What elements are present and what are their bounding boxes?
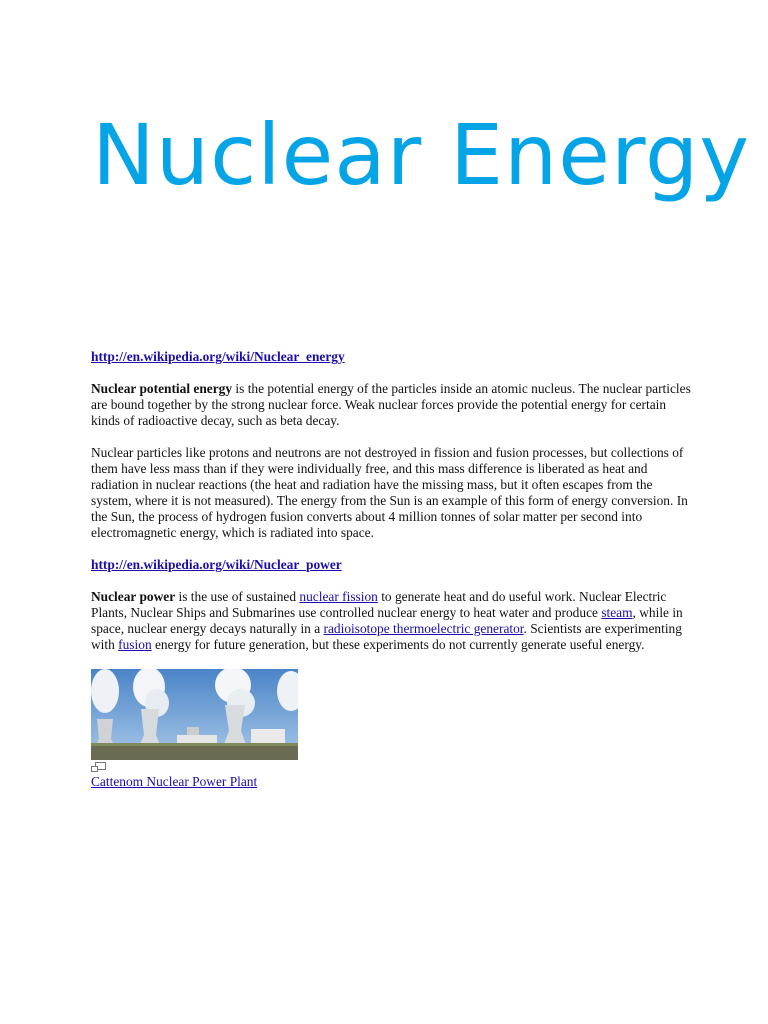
steam-link[interactable]: steam [601, 605, 633, 620]
page-title: Nuclear Energy [92, 106, 751, 204]
term-bold: Nuclear power [91, 589, 176, 604]
paragraph-text: . Scientists are experimenting with [91, 621, 682, 652]
nuclear-power-url-link[interactable]: http://en.wikipedia.org/wiki/Nuclear_power [91, 557, 342, 572]
figure-caption-link[interactable]: Cattenom Nuclear Power Plant [91, 774, 258, 789]
paragraph-text: is the use of sustained [175, 589, 300, 604]
nuclear-power-paragraph [91, 589, 691, 653]
source-url-paragraph [91, 557, 691, 573]
fusion-link[interactable]: fusion [118, 637, 152, 652]
enlarge-icon[interactable] [91, 762, 107, 772]
term-bold: Nuclear potential energy [91, 381, 233, 396]
radioisotope-thermoelectric-generator-link[interactable]: radioisotope thermoelectric generator [323, 621, 524, 636]
nuclear-fission-link[interactable]: nuclear fission [299, 589, 378, 604]
paragraph-text: to generate heat and do useful work. Nuclear Electric Plants, Nuclear Ships and Submarines use controlled nuclear energy to heat water and produce [91, 589, 667, 620]
nuclear-energy-url-link[interactable]: http://en.wikipedia.org/wiki/Nuclear_energy [91, 349, 345, 364]
paragraph-text: is the potential energy of the particles inside an atomic nucleus. The nuclear particles are bound together by the strong nuclear force. Weak nuclear forces provide the potential energy for certain kinds of radioactive decay, such as beta decay. [91, 381, 691, 428]
nuclear-particles-paragraph: Nuclear particles like protons and neutrons are not destroyed in fission and fusion processes, but collections of them have less mass than if they were individually free, and this mass difference is liberated as heat and radiation in nuclear reactions (the heat and radiation have the missing mass, but it often escapes from the system, where it is not measured). The energy from the Sun is an example of this form of energy conversion. In the Sun, the process of hydrogen fusion converts about 4 million tonnes of solar matter per second into electromagnetic energy, which is radiated into space. [91, 445, 688, 540]
nuclear-potential-energy-paragraph [91, 381, 691, 429]
paragraph-text: , while in space, nuclear energy decays naturally in a [91, 605, 683, 636]
document-body [91, 349, 691, 790]
power-plant-photo[interactable] [91, 669, 298, 760]
figure [91, 669, 691, 790]
paragraph-text: energy for future generation, but these experiments do not currently generate useful energy. [151, 637, 645, 652]
source-url-paragraph [91, 349, 691, 365]
